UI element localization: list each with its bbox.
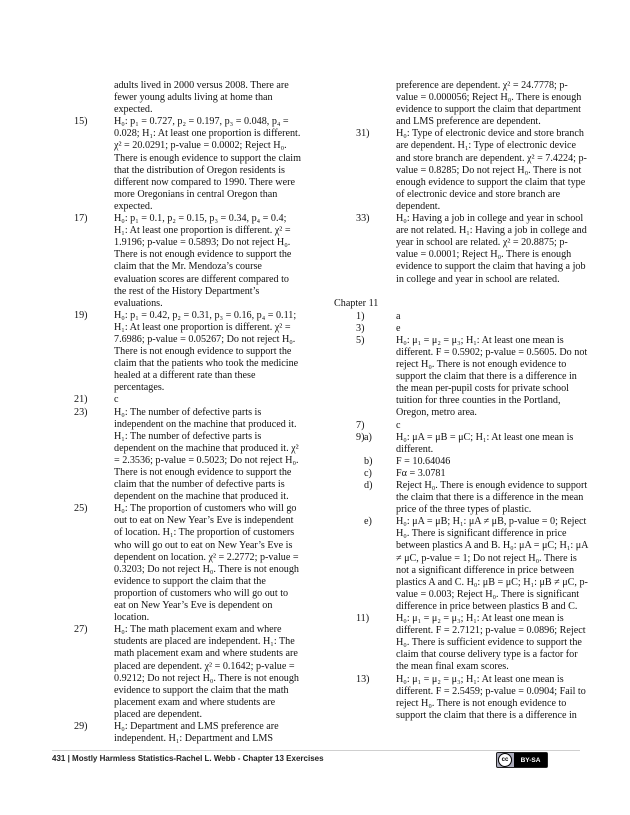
answer-number: 25) — [74, 503, 88, 515]
answer-item — [52, 394, 302, 406]
answer-number: 5) — [356, 334, 365, 346]
left-answer-list — [52, 116, 302, 745]
answer-number: 9) — [356, 431, 365, 443]
answer-number: 17) — [74, 213, 88, 225]
answer-text: H₀: The number of defective parts is independent on the machine that produced it. H₁: The number of defective parts is dependent on the machine that produced it. χ² = 2.3536; p-value = 0.5023; Do not reject H₀. There is not enough evidence to support the claim that the number of defective parts is dependent on the machine that produced it. — [114, 406, 299, 503]
right-column — [334, 80, 588, 722]
answer-number: 1) — [356, 310, 365, 322]
answer-text: H₀: p₁ = 0.42, p₂ = 0.31, p₃ = 0.16, p₄ = 0.11; H₁: At least one proportion is different. χ² = 7.6986; p-value = 0.05267; Do not reject H₀. There is not enough evidence to support the claim that the patients who took the medicine healed at a different rate than these percentages. — [114, 309, 299, 394]
answer-item — [52, 503, 302, 624]
answer-item — [334, 674, 588, 722]
answer-number: 19) — [74, 309, 88, 321]
answer-item — [334, 335, 588, 420]
answer-item — [334, 432, 588, 456]
chapter-heading: Chapter 11 — [334, 297, 379, 309]
answer-text: e — [396, 322, 401, 334]
answer-subpart: a) — [364, 431, 372, 443]
by-sa-label: BY-SA — [514, 753, 547, 767]
chapter-11-answer-list — [334, 311, 588, 722]
answer-text: H₀: Having a job in college and year in school are not related. H₁: Having a job in college and year in school are related. χ² = 20.8875; p-value = 0.0001; Reject H₀. There is enough evidence to support the claim that having a job in college and year in school are related. — [396, 213, 587, 285]
answer-text: c — [114, 394, 119, 406]
answer-text: H₀: The math placement exam and where students are placed are independent. H₁: The math placement exam and where students are placed are dependent. χ² = 0.1642; p-value = 0.9212; Do not reject H₀. There is not enough evidence to support the claim that the math placement exam and where students are placed are dependent. — [114, 624, 299, 720]
answer-text: H₀: μ₁ = μ₂ = μ₃; H₁: At least one mean is different. F = 2.7121; p-value = 0.0896; Reject H₀. There is sufficient evidence to support the claim that course delivery type is a factor for the mean final exam scores. — [396, 613, 586, 673]
left-continued-text: adults lived in 2000 versus 2008. There are fewer young adults living at home than expected. — [114, 80, 289, 116]
answer-number: 29) — [74, 720, 88, 732]
answer-item — [334, 480, 588, 516]
answer-text: H₀: μA = μB; H₁: μA ≠ μB, p-value = 0; Reject H₀. There is significant difference in price between plastics A and B. H₀: μA = μC; H₁: μA ≠ μC, p-value = 1; Do not reject H₀. There is not a significant difference in price between plastics A and C. H₀: μB = μC; H₁: μB ≠ μC, p-value = 0.003; Reject H₀. There is significant difference in price between plastics B and C. — [396, 516, 588, 612]
answer-item — [52, 213, 302, 310]
answer-number: 11) — [356, 613, 370, 625]
answer-item — [334, 128, 588, 213]
answer-item — [334, 468, 588, 480]
answer-item — [334, 456, 588, 468]
answer-item — [334, 323, 588, 335]
answer-text: H₀: p₁ = 0.727, p₂ = 0.197, p₃ = 0.048, p₄ = 0.028; H₁: At least one proportion is different. χ² = 20.0291; p-value = 0.0002; Reject H₀. There is enough evidence to support the claim that the distribution of Oregon residents is different now compared to 1990. There were more Oregonians in central Oregon than expected. — [114, 116, 301, 212]
answer-number: 31) — [356, 128, 370, 140]
answer-text: H₀: Type of electronic device and store branch are dependent. H₁: Type of electronic device and store branch are dependent. χ² = 7.4224; p-value = 0.8285; Do not reject H₀. There is not enough evidence to support the claim that type of electronic device and store branch are dependent. — [396, 128, 587, 212]
right-continued-text: preference are dependent. χ² = 24.7778; p-value = 0.000056; Reject H₀. There is enough evidence to support the claim that department and LMS preference are dependent. — [396, 80, 582, 128]
answer-number: 13) — [356, 673, 370, 685]
answer-subpart: d) — [364, 480, 373, 491]
answer-number: 21) — [74, 394, 88, 406]
answer-number: 27) — [74, 624, 88, 636]
cc-license-badge — [496, 752, 548, 768]
answer-number: 15) — [74, 116, 88, 128]
answer-number: 33) — [356, 213, 370, 225]
answer-text: F = 10.64046 — [396, 455, 451, 467]
footer-divider — [52, 750, 580, 751]
answer-text: Fα = 3.0781 — [396, 467, 446, 479]
answer-subpart: b) — [364, 455, 373, 467]
answer-item — [334, 516, 588, 613]
answer-subpart: c) — [364, 467, 372, 479]
answer-text: H₀: p₁ = 0.1, p₂ = 0.15, p₃ = 0.34, p₄ = 0.4; H₁: At least one proportion is different. χ² = 1.9196; p-value = 0.5893; Do not reject H₀. There is not enough evidence to support the claim that the Mr. Mendoza’s course evaluation scores are different compared to the rest of the History Department’s evaluations. — [114, 213, 292, 309]
answer-number: 7) — [356, 419, 365, 431]
left-column — [52, 80, 302, 745]
answer-text: H₀: The proportion of customers who will go out to eat on New Year’s Eve is independent of location. H₁: The proportion of customers who will go out to eat on New Year’s Eve is dependent on location. χ² = 2.2772; p-value = 0.3203; Do not reject H₀. There is not enough evidence to support the claim that the proportion of customers who will go out to eat on New Year’s Eve is dependent on location. — [114, 503, 299, 624]
answer-number: 3) — [356, 322, 365, 334]
answer-item — [334, 311, 588, 323]
answer-item — [334, 420, 588, 432]
answer-item — [334, 213, 588, 286]
answer-number: 23) — [74, 406, 88, 418]
answer-text: H₀: Department and LMS preference are independent. H₁: Department and LMS — [114, 720, 279, 745]
answer-item — [52, 116, 302, 213]
answer-subpart: e) — [364, 516, 372, 528]
cc-icon: cc — [498, 753, 512, 767]
answer-item — [52, 310, 302, 395]
page-footer: 431 | Mostly Harmless Statistics-Rachel L. Webb - Chapter 13 Exercises — [52, 754, 324, 763]
answer-item — [334, 613, 588, 673]
answer-item — [52, 721, 302, 745]
answer-text: Reject H₀. There is enough evidence to support the claim that there is a difference in the mean price of the three types of plastic. — [396, 480, 588, 516]
answer-text: H₀: μA = μB = μC; H₁: At least one mean is different. — [396, 431, 574, 455]
answer-text: H₀: μ₁ = μ₂ = μ₃; H₁: At least one mean is different. F = 0.5902; p-value = 0.5605. Do not reject H₀. There is not enough evidence to support the claim that there is a difference in the mean per-pupil costs for private school tuition for three counties in the Portland, Oregon, metro area. — [396, 334, 588, 419]
answer-text: a — [396, 310, 401, 322]
right-answer-list — [334, 128, 588, 285]
answer-text: H₀: μ₁ = μ₂ = μ₃; H₁: At least one mean is different. F = 2.5459; p-value = 0.0904; Fail to reject H₀. There is not enough evidence to support the claim that there is a difference in — [396, 673, 586, 721]
answer-item — [52, 407, 302, 504]
answer-item — [52, 624, 302, 721]
answer-text: c — [396, 419, 401, 431]
